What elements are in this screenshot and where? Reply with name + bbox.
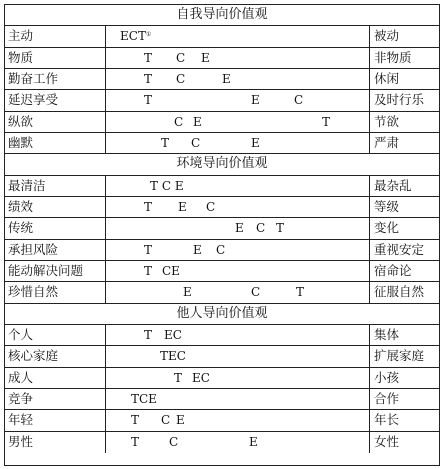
mark-c: C: [169, 434, 179, 449]
left-value-label: 最清洁: [5, 176, 106, 196]
left-value-label: 承担风险: [5, 240, 106, 260]
mark-c: C: [174, 114, 184, 129]
mark-e: E: [251, 93, 260, 108]
mark-c: C: [251, 285, 261, 300]
right-value-label: 年长: [369, 410, 439, 430]
mark-e: E: [201, 50, 210, 65]
table-row: [5, 346, 439, 367]
left-value-label: 成人: [5, 368, 106, 388]
right-value-label: 宿命论: [369, 261, 439, 281]
left-value-label: 男性: [5, 432, 106, 453]
mark-e: E: [222, 71, 231, 86]
table-row: [5, 26, 439, 47]
table-row: [5, 368, 439, 389]
right-value-label: 变化: [369, 218, 439, 238]
left-value-label: 核心家庭: [5, 346, 106, 366]
mark-c: C: [294, 93, 304, 108]
table-row: [5, 410, 439, 431]
mark-ec: EC: [192, 370, 210, 385]
right-value-label: 被动: [369, 26, 439, 46]
left-value-label: 传统: [5, 218, 106, 238]
mark-text: TEC: [160, 349, 186, 364]
table-row: [5, 48, 439, 69]
position-marks: [106, 240, 369, 260]
section-title: 环境导向价值观: [5, 154, 439, 175]
table-row: [5, 176, 439, 197]
section-title: 自我导向价值观: [5, 5, 439, 26]
right-value-label: 及时行乐: [369, 90, 439, 110]
left-value-label: 纵欲: [5, 112, 106, 132]
right-value-label: 小孩: [369, 368, 439, 388]
table-row: [5, 389, 439, 410]
table-row: [5, 325, 439, 346]
position-marks: [106, 112, 369, 132]
mark-text: T C E: [150, 178, 184, 193]
values-table: [4, 4, 440, 466]
right-value-label: 重视安定: [369, 240, 439, 260]
left-value-label: 年轻: [5, 410, 106, 430]
table-row: [5, 112, 439, 133]
mark-t: T: [296, 285, 305, 300]
position-marks: [106, 282, 369, 302]
mark-c: C: [216, 242, 226, 257]
left-value-label: 主动: [5, 26, 106, 46]
right-value-label: 节欲: [369, 112, 439, 132]
mark-ce: CE: [162, 263, 180, 278]
position-marks: [106, 26, 369, 46]
right-value-label: 女性: [369, 432, 439, 453]
mark-c: C: [176, 71, 186, 86]
mark-t: T: [131, 413, 140, 428]
mark-t: T: [322, 114, 331, 129]
right-value-label: 等级: [369, 197, 439, 217]
section-title: 他人导向价值观: [5, 304, 439, 325]
position-marks: [106, 197, 369, 217]
position-marks: [106, 69, 369, 89]
mark-t: T: [144, 263, 153, 278]
position-marks: [106, 90, 369, 110]
table-row: [5, 90, 439, 111]
position-marks: [106, 432, 369, 453]
mark-t: T: [276, 221, 285, 236]
right-value-label: 非物质: [369, 48, 439, 68]
table-row: [5, 197, 439, 218]
position-marks: [106, 389, 369, 409]
right-value-label: 合作: [369, 389, 439, 409]
mark-ec: EC: [164, 327, 182, 342]
position-marks: [106, 261, 369, 281]
mark-t: T: [131, 434, 140, 449]
mark-e: E: [193, 114, 202, 129]
mark-c: C: [191, 135, 201, 150]
right-value-label: 扩展家庭: [369, 346, 439, 366]
right-value-label: 集体: [369, 325, 439, 345]
mark-t: T: [144, 71, 153, 86]
mark-t: T: [174, 370, 183, 385]
right-value-label: 最杂乱: [369, 176, 439, 196]
mark-e: E: [235, 221, 244, 236]
left-value-label: 绩效: [5, 197, 106, 217]
left-value-label: 物质: [5, 48, 106, 68]
position-marks: [106, 346, 369, 366]
mark-t: T: [144, 242, 153, 257]
position-marks: [106, 48, 369, 68]
mark-c: C: [206, 199, 216, 214]
table-row: [5, 432, 439, 453]
left-value-label: 竞争: [5, 389, 106, 409]
mark-c: C: [256, 221, 266, 236]
footnote-mark: ①: [145, 31, 152, 39]
left-value-label: 幽默: [5, 133, 106, 153]
mark-c: C: [161, 413, 171, 428]
left-value-label: 个人: [5, 325, 106, 345]
mark-e: E: [183, 285, 192, 300]
left-value-label: 勤奋工作: [5, 69, 106, 89]
mark-t: T: [144, 327, 153, 342]
position-marks: [106, 176, 369, 196]
left-value-label: 珍惜自然: [5, 282, 106, 302]
left-value-label: 延迟享受: [5, 90, 106, 110]
right-value-label: 征服自然: [369, 282, 439, 302]
table-row: [5, 240, 439, 261]
position-marks: [106, 218, 369, 238]
position-marks: [106, 325, 369, 345]
mark-t: T: [161, 135, 170, 150]
right-value-label: 严肃: [369, 133, 439, 153]
table-row: [5, 282, 439, 303]
mark-e: E: [249, 434, 258, 449]
position-marks: [106, 133, 369, 153]
position-marks: [106, 410, 369, 430]
table-row: [5, 261, 439, 282]
mark-e: E: [193, 242, 202, 257]
table-row: [5, 218, 439, 239]
mark-text: ECT①: [120, 29, 152, 44]
mark-text: TCE: [131, 391, 157, 406]
mark-t: T: [144, 93, 153, 108]
mark-t: T: [144, 199, 153, 214]
mark-e: E: [251, 135, 260, 150]
mark-c: C: [176, 50, 186, 65]
right-value-label: 休闲: [369, 69, 439, 89]
mark-t: T: [144, 50, 153, 65]
mark-e: E: [178, 199, 187, 214]
left-value-label: 能动解决问题: [5, 261, 106, 281]
position-marks: [106, 368, 369, 388]
mark-e: E: [176, 413, 185, 428]
table-row: [5, 133, 439, 154]
table-row: [5, 69, 439, 90]
